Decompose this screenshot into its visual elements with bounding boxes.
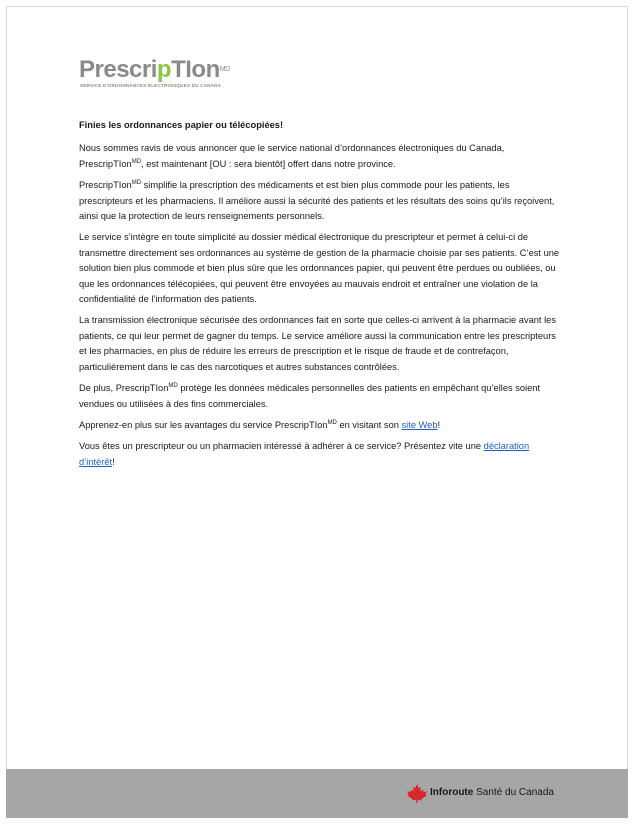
declaration-of-interest-link[interactable]: déclaration d’intérêt	[79, 441, 530, 467]
paragraph-simplifies: PrescripTIon$^{MD}$ simplifie la prescription des médicaments et est bien plus commode pour les patients, les prescripteurs et les pharmaciens. Il améliore aussi la sécurité des patients et les résultats des soins qu’ils reçoivent, ainsi que la protection de leurs renseignements personnels.	[79, 180, 555, 222]
paragraph-join: Vous êtes un prescripteur ou un pharmacien intéressé à adhérer à ce service? Présentez vite une déclaration d’intérêt!	[79, 441, 530, 467]
maple-leaf-icon	[406, 783, 428, 803]
paragraph-learn-more: Apprenez-en plus sur les avantages du service PrescripTIon$^{MD}$ en visitant son site Web!	[79, 419, 441, 430]
logo-wordmark: PrescripTIon$^{MD}$	[79, 56, 230, 83]
paragraph-integration: Le service s’intègre en toute simplicité au dossier médical électronique du prescripteur et permet à celui-ci de transmettre directement ses ordonnances au système de gestion de la pharmacie choisie par ses patients. C’est une solution bien plus commode et bien plus sûre que les ordonnances papier, qui peuvent être perdues ou oubliées, ou que les ordonnances télécopiées, qui peuvent être envoyées au mauvais endroit et entraîner une violation de la confidentialité de l’information des patients.	[79, 232, 560, 305]
paragraph-privacy: De plus, PrescripTIon$^{MD}$ protège les données médicales personnelles des patients en empêchant qu’elles soient vendues ou utilisées à des fins commerciales.	[79, 383, 541, 409]
paragraph-transmission: La transmission électronique sécurisée des ordonnances fait en sorte que celles-ci arrivent à la pharmacie avant les patients, ce qui leur permet de gagner du temps. Le service améliore aussi la communication entre les prescripteurs et les pharmacies, en plus de réduire les erreurs de prescription et le risque de fraude et de contrefaçon, particulièrement dans le cas des narcotiques et autres substances contrôlées.	[79, 315, 556, 372]
paragraph-intro: Nous sommes ravis de vous annoncer que le service national d’ordonnances électroniques du Canada, PrescripTIon$^{MD}$, est maintenant [OU : sera bientôt] offert dans notre province.	[79, 143, 505, 169]
letter-body	[79, 118, 561, 476]
logo-tagline: SERVICE D'ORDONNANCES ÉLECTRONIQUES DU CANADA	[80, 83, 222, 88]
page-title: Finies les ordonnances papier ou télécopiées!	[79, 120, 284, 130]
website-link[interactable]: site Web	[401, 419, 438, 430]
prescription-logo	[79, 58, 239, 94]
footer-brand-text: Inforoute Santé du Canada	[430, 787, 554, 798]
logo-green-plus: p	[156, 56, 172, 83]
